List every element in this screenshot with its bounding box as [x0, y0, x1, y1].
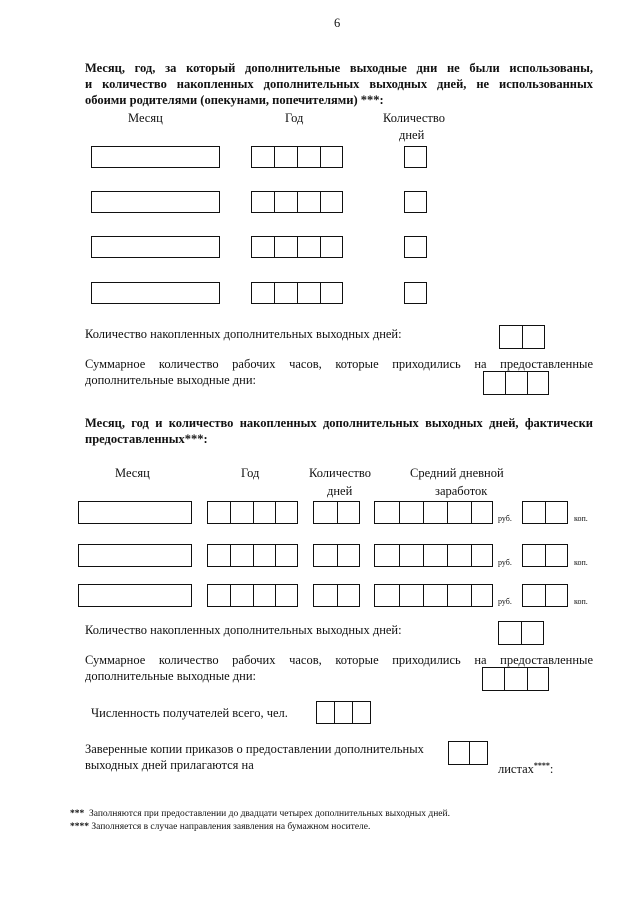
s2-year-input-1[interactable]	[207, 501, 298, 524]
footnote-2-mark: ****	[70, 822, 89, 832]
s1-year-input-1[interactable]	[251, 146, 343, 168]
footnote-1-text: Заполняются при предоставлении до двадцати четырех дополнительных выходных дней.	[89, 809, 450, 819]
s2-kop-label-2: коп.	[574, 558, 588, 567]
s2-rub-input-3[interactable]	[374, 584, 493, 607]
section1-col-qty: Количество	[383, 111, 445, 125]
section2-heading-line2: предоставленных***:	[85, 432, 208, 446]
page-number: 6	[334, 16, 341, 30]
s2-year-input-3[interactable]	[207, 584, 298, 607]
s2-rub-label-3: руб.	[498, 597, 512, 606]
s2-month-input-1[interactable]	[78, 501, 192, 524]
s2-kop-label-3: коп.	[574, 597, 588, 606]
section2-hours-line2: дополнительные выходные дни:	[85, 669, 257, 683]
sheets-word: листах	[498, 762, 534, 777]
s2-year-input-2[interactable]	[207, 544, 298, 567]
s1-days-input-2[interactable]	[404, 191, 427, 213]
s2-kop-input-3[interactable]	[522, 584, 568, 607]
s2-kop-input-1[interactable]	[522, 501, 568, 524]
s1-month-input-3[interactable]	[91, 236, 220, 258]
s2-month-input-3[interactable]	[78, 584, 192, 607]
recipients-label: Численность получателей всего, чел.	[91, 706, 288, 720]
s1-year-input-3[interactable]	[251, 236, 343, 258]
section2-col-qty-days: дней	[327, 484, 353, 498]
s2-rub-label-2: руб.	[498, 558, 512, 567]
copies-label-line1: Заверенные копии приказов о предоставлении дополнительных	[85, 742, 424, 756]
copies-sheets-input[interactable]	[448, 741, 488, 765]
section1-col-qty-days: дней	[399, 128, 425, 142]
s2-kop-label-1: коп.	[574, 514, 588, 523]
s1-year-input-4[interactable]	[251, 282, 343, 304]
s2-kop-input-2[interactable]	[522, 544, 568, 567]
s2-days-input-3[interactable]	[313, 584, 360, 607]
s2-rub-input-1[interactable]	[374, 501, 493, 524]
footnote-2-text: Заполняется в случае направления заявления на бумажном носителе.	[91, 822, 371, 832]
footnote-2	[70, 820, 370, 835]
section2-col-year: Год	[241, 466, 260, 480]
section2-col-month: Месяц	[115, 466, 150, 480]
section2-heading-line1: Месяц, год и количество накопленных дополнительных выходных дней, фактически	[85, 416, 593, 430]
section1-hours-line1: Суммарное количество рабочих часов, которые приходились на предоставленные	[85, 357, 593, 371]
section1-accumulated-label: Количество накопленных дополнительных выходных дней:	[85, 327, 402, 341]
s1-month-input-2[interactable]	[91, 191, 220, 213]
sheets-colon: :	[549, 762, 554, 777]
section2-accumulated-label: Количество накопленных дополнительных выходных дней:	[85, 623, 402, 637]
s2-hours-input[interactable]	[482, 667, 549, 691]
s1-hours-input[interactable]	[483, 371, 549, 395]
section1-col-month: Месяц	[128, 111, 163, 125]
s1-accumulated-input[interactable]	[499, 325, 545, 349]
section1-heading-line3: обоими родителями (опекунами, попечителями) ***:	[85, 93, 384, 107]
sheets-label	[498, 758, 553, 777]
s1-year-input-2[interactable]	[251, 191, 343, 213]
section1-heading-line2: и количество накопленных дополнительных выходных дней, не использованных	[85, 77, 593, 91]
section2-hours-line1: Суммарное количество рабочих часов, которые приходились на предоставленные	[85, 653, 593, 667]
footnote-1-mark: ***	[70, 809, 85, 819]
copies-label-line2: выходных дней прилагаются на	[85, 758, 254, 772]
recipients-input[interactable]	[316, 701, 371, 724]
s1-month-input-1[interactable]	[91, 146, 220, 168]
section2-col-earnings: Средний дневной	[410, 466, 504, 480]
s1-days-input-4[interactable]	[404, 282, 427, 304]
section1-heading-line1: Месяц, год, за который дополнительные выходные дни не были использованы,	[85, 61, 593, 75]
s2-days-input-2[interactable]	[313, 544, 360, 567]
s1-days-input-3[interactable]	[404, 236, 427, 258]
section1-hours-line2: дополнительные выходные дни:	[85, 373, 257, 387]
sheets-footnote-mark: ****	[533, 761, 550, 770]
section1-col-year: Год	[285, 111, 304, 125]
s1-days-input-1[interactable]	[404, 146, 427, 168]
s2-days-input-1[interactable]	[313, 501, 360, 524]
s2-month-input-2[interactable]	[78, 544, 192, 567]
s2-accumulated-input[interactable]	[498, 621, 544, 645]
section2-col-earnings-2: заработок	[435, 484, 488, 498]
s2-rub-label-1: руб.	[498, 514, 512, 523]
section2-col-qty: Количество	[309, 466, 371, 480]
s1-month-input-4[interactable]	[91, 282, 220, 304]
s2-rub-input-2[interactable]	[374, 544, 493, 567]
